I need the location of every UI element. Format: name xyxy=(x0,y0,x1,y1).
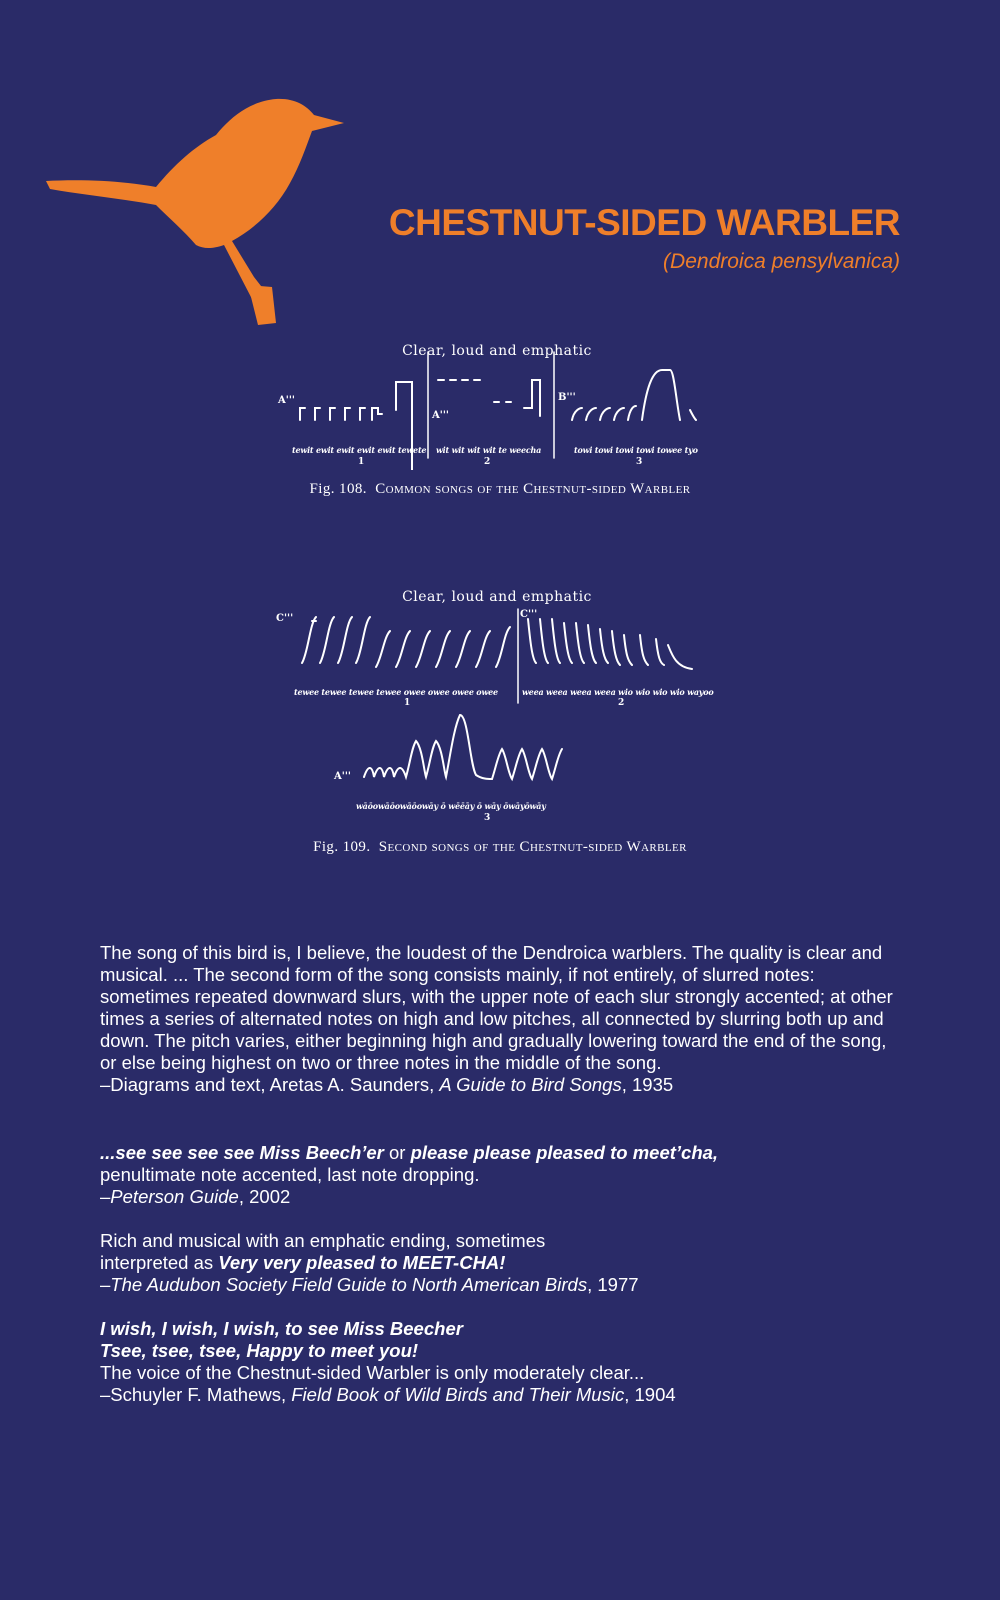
mathews-credit-year: , 1904 xyxy=(624,1384,676,1405)
fig109-number-1: 1 xyxy=(404,698,411,708)
peterson-phrase-line xyxy=(100,1142,900,1164)
saunders-quote xyxy=(100,942,900,1096)
fig108-song2-notes xyxy=(438,380,540,416)
fig109-syllables-1: tewee tewee tewee tewee owee owee owee owee xyxy=(294,687,498,697)
fig109-number-3: 3 xyxy=(484,813,491,823)
fig109-caption-prefix: Fig. 109. xyxy=(313,839,371,855)
peterson-credit xyxy=(100,1186,900,1208)
fig109-syllables-3: wāōowāōowāōowāy ō wēēāy ō wāy ōwāyōwāy xyxy=(356,801,546,811)
audubon-line-2 xyxy=(100,1252,900,1274)
fig108-caption-text: Common songs of the Chestnut-sided Warbler xyxy=(375,481,691,497)
mathews-credit-prefix: –Schuyler F. Mathews, xyxy=(100,1384,292,1405)
peterson-note: penultimate note accented, last note dropping. xyxy=(100,1164,480,1185)
fig108-song1-notes xyxy=(300,408,382,420)
audubon-line-1: Rich and musical with an emphatic ending, sometimes xyxy=(100,1230,546,1251)
audubon-credit-prefix: – xyxy=(100,1274,111,1295)
fig109-syllables-2: weea weea weea weea wio wio wio wio wayoo xyxy=(522,687,714,697)
fig109-marker-2: C''' xyxy=(520,609,538,620)
fig108-marker-1: A''' xyxy=(278,395,295,406)
fig108-caption xyxy=(0,481,1000,498)
fig108-marker-2: A''' xyxy=(432,410,449,421)
figure-109 xyxy=(0,589,1000,875)
audubon-credit-year: , 1977 xyxy=(587,1274,639,1295)
fig109-song2-notes xyxy=(528,619,692,669)
peterson-credit-title: Peterson Guide xyxy=(110,1186,239,1207)
mathews-phrase-1: I wish, I wish, I wish, to see Miss Beecher xyxy=(100,1318,463,1339)
fig109-caption-text: Second songs of the Chestnut-sided Warbler xyxy=(378,839,687,855)
fig109-heading: Clear, loud and emphatic xyxy=(402,589,592,605)
peterson-phrase-2: please please pleased to meet’cha, xyxy=(410,1142,719,1163)
audubon-quote xyxy=(100,1230,900,1296)
saunders-body: The song of this bird is, I believe, the loudest of the Dendroica warblers. The quality is clear and musical. ... The second form of the song consists mainly, if not entirely, of slurred notes: sometimes repeated downward slurs, with the upper note of each slur strongly accented; at other times a series of alternated notes on high and low pitches, all connected by slurring both up and down. The pitch varies, either beginning high and gradually lowering toward the end of the song, or else being highest on two or three notes in the middle of the song. xyxy=(100,942,893,1073)
saunders-credit-title: A Guide to Bird Songs xyxy=(439,1074,622,1095)
peterson-connector: or xyxy=(383,1142,411,1163)
fig108-number-1: 1 xyxy=(358,457,365,467)
fig108-number-2: 2 xyxy=(484,457,491,467)
audubon-line-2-prefix: interpreted as xyxy=(100,1252,219,1273)
fig108-song1-end xyxy=(396,382,412,470)
audubon-credit-title: The Audubon Society Field Guide to North American Birds xyxy=(110,1274,588,1295)
fig109-song1-notes xyxy=(302,617,510,667)
fig108-heading: Clear, loud and emphatic xyxy=(402,343,592,359)
species-title: CHESTNUT-SIDED WARBLER xyxy=(388,202,900,243)
mathews-quote xyxy=(100,1318,900,1406)
scientific-name: (Dendroica pensylvanica) xyxy=(663,250,900,273)
saunders-credit-prefix: –Diagrams and text, Aretas A. Saunders, xyxy=(100,1074,440,1095)
audubon-credit xyxy=(100,1274,900,1296)
fig108-caption-prefix: Fig. 108. xyxy=(309,481,367,497)
saunders-credit-year: , 1935 xyxy=(621,1074,674,1095)
fig108-song3-notes xyxy=(572,370,696,420)
mathews-credit xyxy=(100,1384,900,1406)
fig109-song-diagram xyxy=(0,595,1000,825)
fig109-caption xyxy=(0,839,1000,856)
saunders-credit xyxy=(100,1074,900,1096)
bird-silhouette-icon xyxy=(44,95,364,330)
peterson-credit-year: , 2002 xyxy=(238,1186,291,1207)
fig109-marker-3: A''' xyxy=(334,771,351,782)
mathews-credit-title: Field Book of Wild Birds and Their Music xyxy=(291,1384,625,1405)
peterson-phrase-1: ...see see see see Miss Beech’er xyxy=(100,1142,384,1163)
fig108-marker-3: B''' xyxy=(558,392,576,403)
fig108-syllables-3: towi towi towi towi towee tyo xyxy=(574,445,698,455)
fig108-syllables-2: wit wit wit wit te weecha xyxy=(436,445,542,455)
fig109-number-2: 2 xyxy=(618,698,625,708)
fig109-marker-1: C''' xyxy=(276,613,294,624)
fig108-number-3: 3 xyxy=(636,457,643,467)
figure-108 xyxy=(0,340,1000,510)
mathews-note: The voice of the Chestnut-sided Warbler is only moderately clear... xyxy=(100,1362,645,1383)
fig109-song3-wave xyxy=(364,715,562,779)
audubon-phrase: Very very pleased to MEET-CHA! xyxy=(218,1252,506,1273)
fig108-syllables-1: tewit ewit ewit ewit ewit tewete xyxy=(292,445,427,455)
mathews-phrase-2: Tsee, tsee, tsee, Happy to meet you! xyxy=(100,1340,419,1361)
peterson-quote xyxy=(100,1142,900,1208)
peterson-credit-prefix: – xyxy=(100,1186,111,1207)
